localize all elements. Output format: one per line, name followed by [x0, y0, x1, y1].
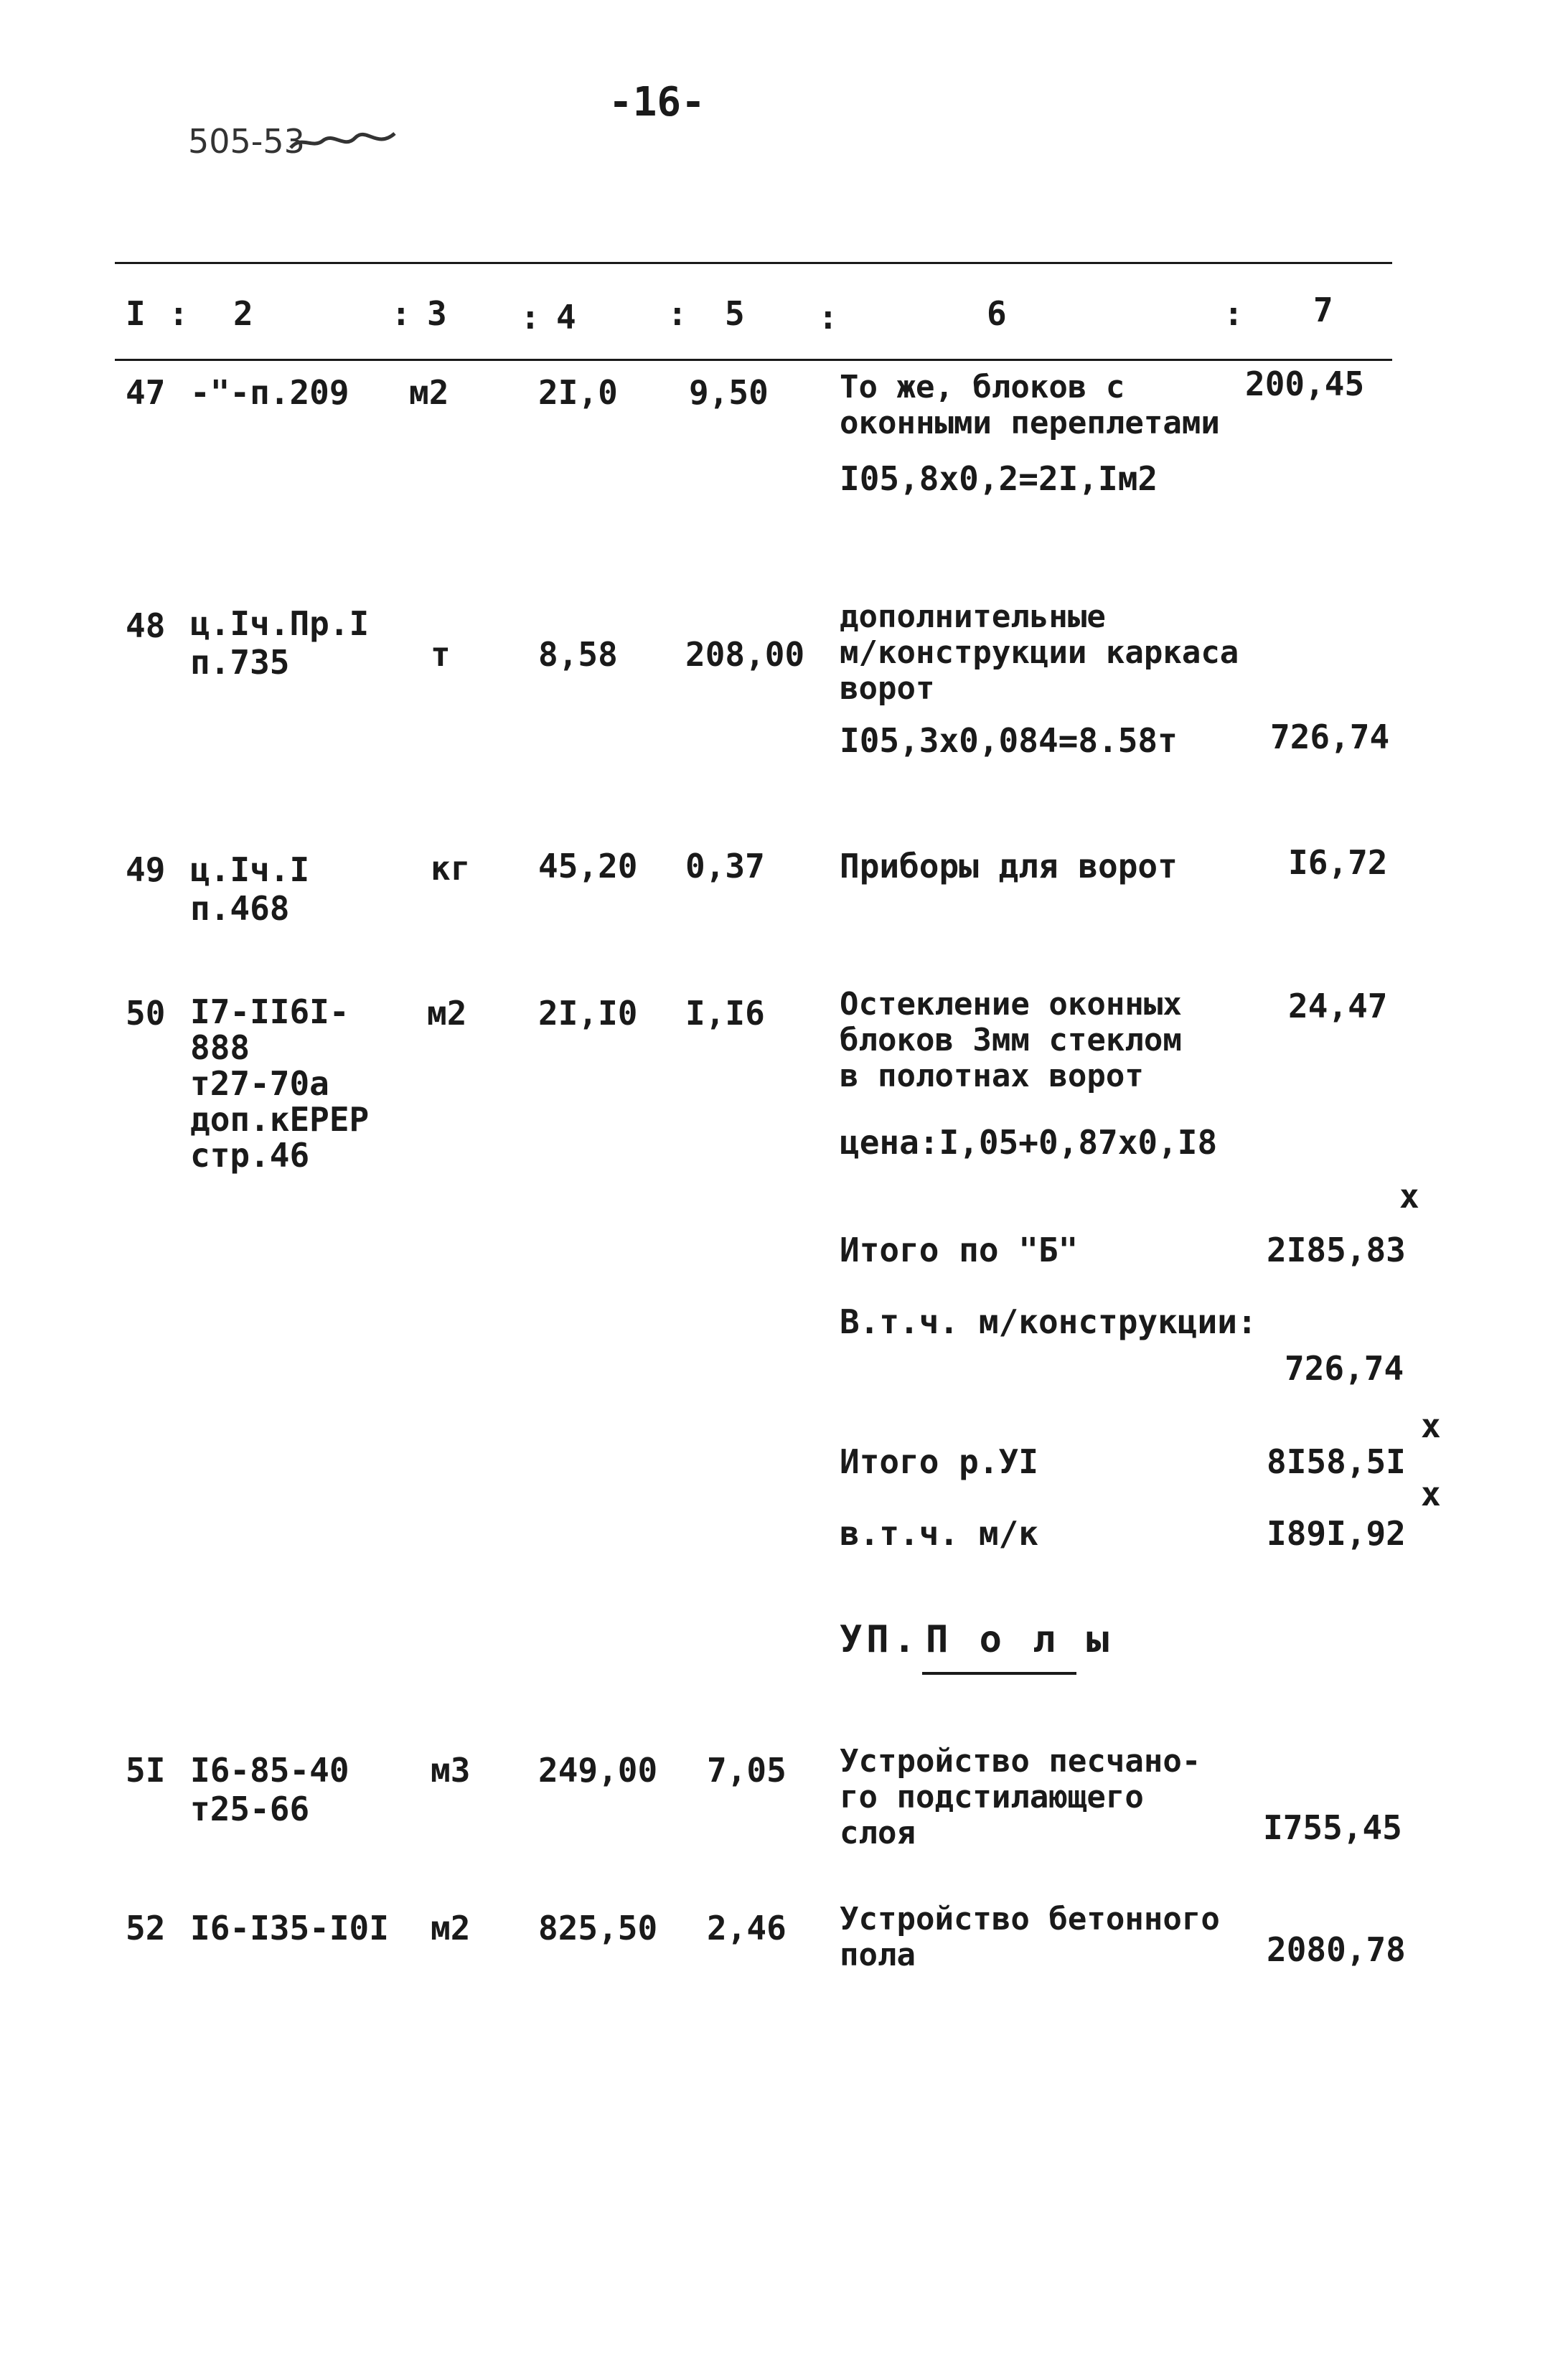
total-section-label: Итого р.УI	[840, 1442, 1038, 1481]
col-sep: :	[1224, 294, 1244, 333]
row-50-qty: 2I,I0	[538, 994, 638, 1033]
col-header-2: 2	[233, 294, 253, 333]
row-49-num: 49	[126, 850, 166, 889]
row-50-total: 24,47	[1288, 987, 1388, 1025]
col-header-4: 4	[556, 298, 576, 337]
incl-mk2-mark: x	[1421, 1475, 1441, 1513]
row-47-calc: I05,8x0,2=2I,Iм2	[840, 459, 1158, 498]
row-52-price: 2,46	[707, 1909, 787, 1947]
col-header-7: 7	[1313, 291, 1333, 329]
row-48-unit: т	[431, 635, 451, 674]
total-section-value: 8I58,5I	[1267, 1442, 1406, 1481]
row-51-total: I755,45	[1263, 1808, 1402, 1847]
incl-mk-value: 726,74	[1285, 1349, 1404, 1388]
row-49-total: I6,72	[1288, 843, 1388, 882]
total-b-label: Итого по "Б"	[840, 1231, 1079, 1269]
row-51-num: 5I	[126, 1751, 166, 1790]
row-50-calc: цена:I,05+0,87x0,I8	[840, 1123, 1218, 1162]
col-sep: :	[667, 294, 687, 333]
row-48-total: 726,74	[1270, 718, 1390, 756]
row-48-code: ц.Iч.Пр.I п.735	[190, 604, 370, 682]
row-47-unit: м2	[409, 373, 449, 412]
row-49-price: 0,37	[685, 847, 765, 885]
page-number: -16-	[609, 79, 705, 126]
col-sep: :	[391, 294, 411, 333]
row-51-desc: Устройство песчано- го подстилающего слоя	[840, 1743, 1201, 1851]
row-50-unit: м2	[427, 994, 467, 1033]
col-header-1: I	[126, 294, 146, 333]
row-47-num: 47	[126, 373, 166, 412]
row-51-code: I6-85-40 т25-66	[190, 1751, 349, 1828]
row-48-desc: дополнительные м/конструкции каркаса ворот	[840, 598, 1239, 707]
row-48-price: 208,00	[685, 635, 805, 674]
incl-mk2-value: I89I,92	[1267, 1514, 1406, 1553]
row-52-unit: м2	[431, 1909, 471, 1947]
row-51-price: 7,05	[707, 1751, 787, 1790]
document-code: 505-53	[188, 122, 305, 161]
incl-mk2-label: в.т.ч. м/к	[840, 1514, 1038, 1553]
row-47-total: 200,45	[1245, 365, 1365, 403]
section-title-underline	[922, 1672, 1076, 1675]
handwritten-mark	[287, 128, 402, 156]
row-47-desc: То же, блоков с оконными переплетами	[840, 369, 1220, 441]
row-52-num: 52	[126, 1909, 166, 1947]
row-49-qty: 45,20	[538, 847, 638, 885]
row-47-price: 9,50	[689, 373, 769, 412]
total-section-mark: x	[1421, 1406, 1441, 1445]
row-52-qty: 825,50	[538, 1909, 658, 1947]
col-sep: :	[169, 294, 189, 333]
row-52-total: 2080,78	[1267, 1930, 1406, 1969]
row-51-qty: 249,00	[538, 1751, 658, 1790]
section-title: П о л ы	[926, 1618, 1114, 1661]
table-header-bottom-rule	[115, 359, 1392, 361]
col-sep: :	[520, 298, 540, 337]
col-sep: :	[818, 298, 838, 337]
incl-mk-label: В.т.ч. м/конструкции:	[840, 1302, 1257, 1341]
row-52-code: I6-I35-I0I	[190, 1909, 389, 1947]
row-50-code: I7-II6I- 888 т27-70а доп.кЕРЕР стр.46	[190, 992, 370, 1175]
row-51-unit: м3	[431, 1751, 471, 1790]
row-50-num: 50	[126, 994, 166, 1033]
table-top-rule	[115, 262, 1392, 264]
row-49-code: ц.Iч.I п.468	[190, 850, 310, 928]
row-47-code: -"-п.209	[190, 373, 349, 412]
row-49-unit: кг	[431, 849, 471, 888]
row-48-num: 48	[126, 606, 166, 645]
col-header-5: 5	[725, 294, 745, 333]
row-47-qty: 2I,0	[538, 373, 618, 412]
col-header-6: 6	[987, 294, 1007, 333]
total-b-value: 2I85,83	[1267, 1231, 1406, 1269]
row-48-calc: I05,3x0,084=8.58т	[840, 721, 1178, 760]
row-49-desc: Приборы для ворот	[840, 847, 1178, 885]
row-52-desc: Устройство бетонного пола	[840, 1901, 1220, 1973]
summary-mark: x	[1399, 1177, 1419, 1216]
row-48-qty: 8,58	[538, 635, 618, 674]
col-header-3: 3	[427, 294, 447, 333]
row-50-price: I,I6	[685, 994, 765, 1033]
section-number: УП.	[840, 1618, 920, 1661]
row-50-desc: Остекление оконных блоков 3мм стеклом в полотнах ворот	[840, 986, 1182, 1094]
